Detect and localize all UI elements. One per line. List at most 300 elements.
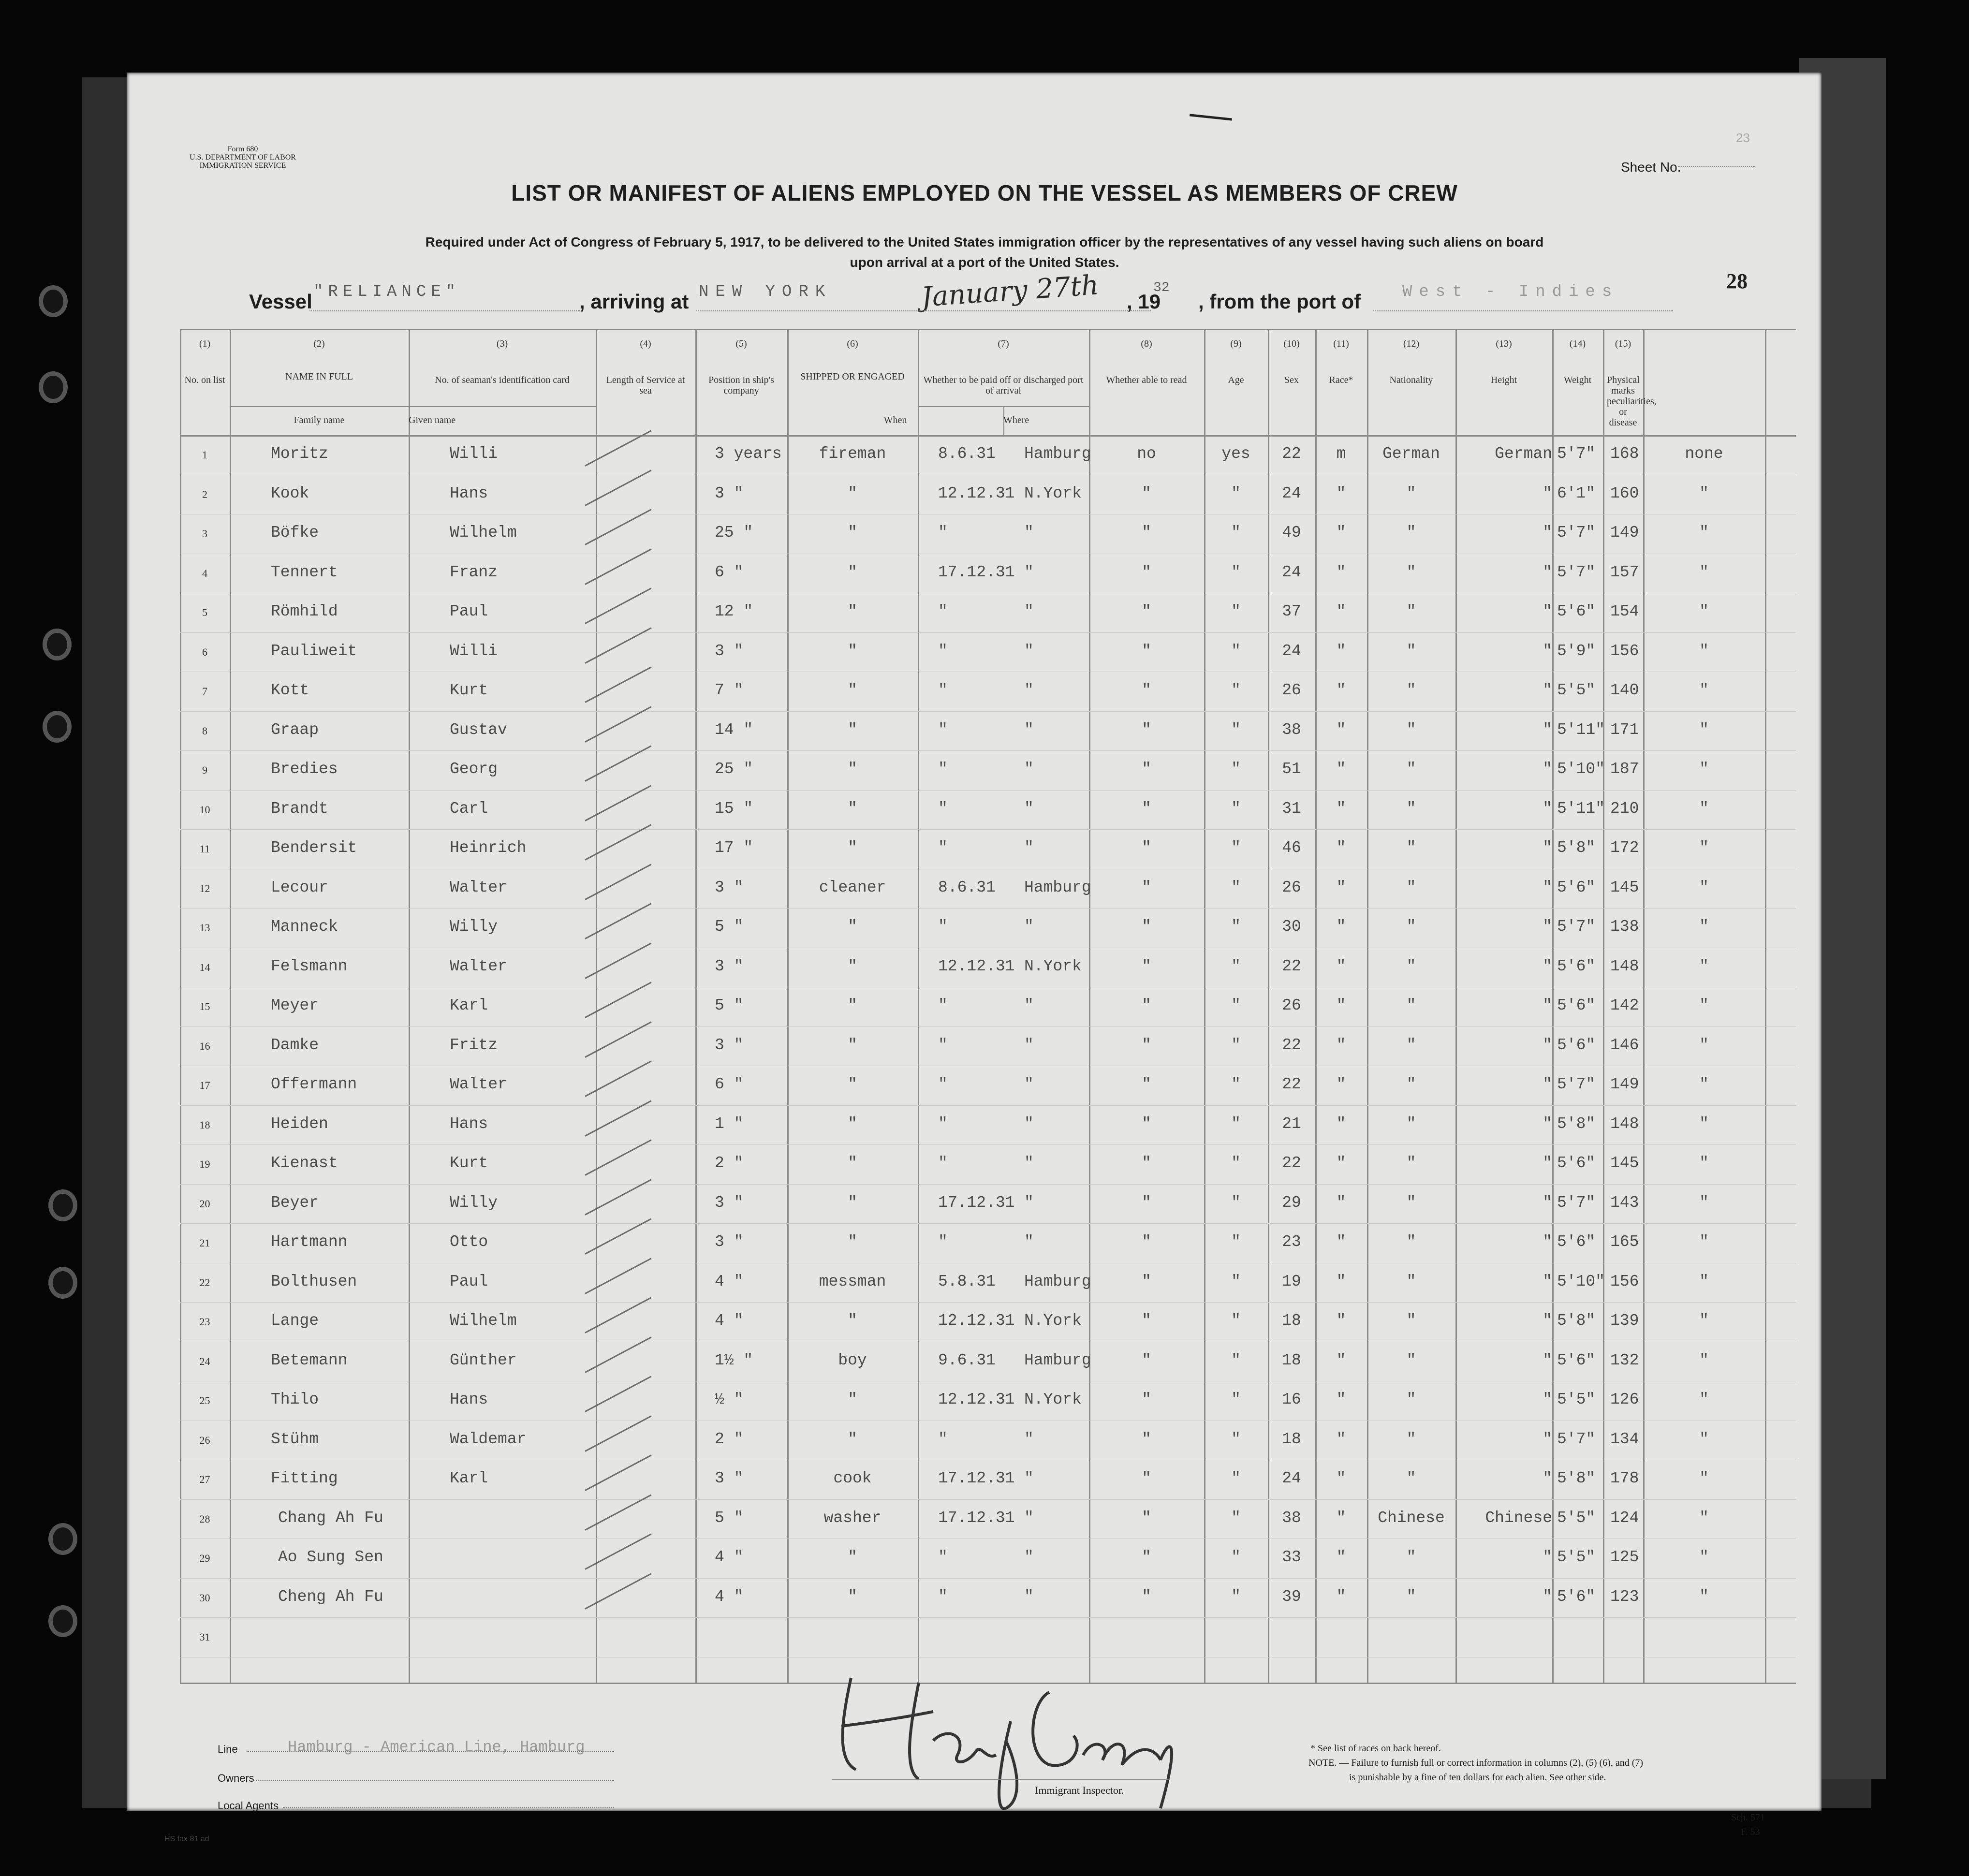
cell-nat: " (1543, 563, 1552, 581)
cell-paid: " (1142, 1587, 1151, 1606)
cell-given: Walter (450, 878, 507, 896)
id-card-slash-mark (585, 430, 651, 466)
cell-race: " (1406, 918, 1416, 936)
cell-read: " (1231, 1272, 1241, 1290)
cell-position: " (848, 839, 857, 857)
cell-paid: " (1142, 563, 1151, 581)
cell-given: Otto (450, 1233, 488, 1251)
cell-weight: 171 (1610, 720, 1639, 739)
cell-nat: " (1543, 1430, 1552, 1448)
cell-when: " (938, 1036, 948, 1054)
penalty-note-1: NOTE. — Failure to furnish full or correct information in columns (2), (5) (6), and (7) (1308, 1758, 1644, 1768)
cell-sex: " (1336, 1114, 1346, 1133)
cell-position: " (848, 1312, 857, 1330)
cell-sex: " (1336, 839, 1346, 857)
cell-marks: " (1699, 602, 1709, 620)
cell-age: 16 (1282, 1391, 1301, 1408)
cell-no: 21 (199, 1237, 210, 1249)
cell-sex: " (1336, 1233, 1346, 1251)
cell-family: Kott (271, 681, 309, 699)
cell-when: " (938, 760, 948, 778)
cell-read: " (1231, 1312, 1241, 1330)
cell-weight: 156 (1610, 642, 1639, 660)
cell-position: " (848, 997, 857, 1014)
cell-family: Betemann (271, 1351, 348, 1369)
cell-where: " (1024, 1036, 1034, 1054)
cell-sex: " (1336, 484, 1346, 502)
table-row (0, 1539, 1969, 1578)
cell-position: " (848, 681, 857, 699)
cell-where: " (1024, 997, 1034, 1014)
cell-weight: 157 (1610, 563, 1639, 581)
id-card-slash-mark (585, 1258, 651, 1294)
table-row (0, 1421, 1969, 1460)
cell-race: " (1406, 602, 1416, 620)
cell-where: " (1024, 602, 1034, 620)
cell-where: " (1024, 799, 1034, 818)
page-number: 28 (1726, 269, 1748, 293)
table-row (0, 1263, 1969, 1303)
cell-service: 7 " (715, 681, 744, 699)
cell-marks: " (1699, 1351, 1709, 1369)
cell-sex: " (1336, 720, 1346, 739)
cell-where: N.York (1024, 957, 1082, 975)
cell-service: 5 " (715, 997, 744, 1014)
cell-weight: 145 (1610, 1154, 1639, 1172)
cell-age: 51 (1282, 760, 1301, 778)
cell-read: " (1231, 1193, 1241, 1212)
arriving-line (696, 310, 919, 311)
cell-when: " (938, 602, 948, 620)
races-note: * See list of races on back hereof. (1310, 1743, 1441, 1754)
cell-position: " (848, 563, 857, 581)
cell-height: 5'7" (1557, 1430, 1596, 1448)
cell-age: 22 (1282, 1154, 1301, 1172)
id-card-slash-mark (585, 1060, 651, 1097)
cell-when: " (938, 524, 948, 542)
cell-sex: " (1336, 997, 1346, 1014)
cell-no: 30 (199, 1591, 210, 1604)
cell-where: " (1024, 1154, 1034, 1172)
cell-given: Fritz (450, 1036, 498, 1054)
cell-family: Fitting (271, 1469, 338, 1487)
id-card-slash-mark (585, 1100, 651, 1136)
cell-race: " (1406, 484, 1416, 502)
cell-service: 3 " (715, 1469, 744, 1487)
table-row (0, 1184, 1969, 1224)
id-card-slash-mark (585, 1179, 651, 1215)
id-card-slash-mark (585, 548, 651, 585)
cell-paid: " (1142, 839, 1151, 857)
cell-family: Thilo (271, 1391, 319, 1408)
cell-no: 8 (202, 724, 207, 737)
cell-family: Stühm (271, 1430, 319, 1448)
cell-position: " (848, 760, 857, 778)
cell-service: 3 " (715, 1193, 744, 1212)
form-number: Form 680 (227, 145, 258, 153)
cell-marks: " (1699, 1469, 1709, 1487)
cell-service: 6 " (715, 563, 744, 581)
cell-service: 2 " (715, 1430, 744, 1448)
id-card-slash-mark (585, 1454, 651, 1491)
cell-family: Cheng Ah Fu (278, 1587, 383, 1606)
cell-given: Paul (450, 1272, 488, 1290)
cell-service: 5 " (715, 918, 744, 936)
cell-when: " (938, 918, 948, 936)
cell-read: " (1231, 720, 1241, 739)
cell-race: " (1406, 1154, 1416, 1172)
cell-where: " (1024, 720, 1034, 739)
cell-height: 5'11" (1557, 799, 1605, 818)
cell-age: 24 (1282, 563, 1301, 581)
cell-nat: " (1543, 524, 1552, 542)
cell-paid: " (1142, 1548, 1151, 1566)
cell-marks: " (1699, 1548, 1709, 1566)
cell-sex: " (1336, 918, 1346, 936)
cell-service: 3 " (715, 878, 744, 896)
line-label: Line (218, 1743, 238, 1755)
cell-when: " (938, 1430, 948, 1448)
arriving-port: NEW YORK (699, 283, 832, 301)
cell-marks: " (1699, 720, 1709, 739)
cell-sex: " (1336, 1509, 1346, 1527)
cell-height: 5'5" (1557, 1509, 1596, 1527)
cell-when: 17.12.31 (938, 1469, 1015, 1487)
cell-age: 22 (1282, 957, 1301, 975)
cell-no: 12 (199, 882, 210, 894)
cell-family: Chang Ah Fu (278, 1509, 383, 1527)
cell-nat: " (1543, 957, 1552, 975)
cell-service: 25 " (715, 524, 753, 542)
cell-race: German (1382, 445, 1440, 463)
cell-height: 5'7" (1557, 563, 1596, 581)
cell-read: " (1231, 1469, 1241, 1487)
cell-where: " (1024, 1114, 1034, 1133)
cell-age: 22 (1282, 1036, 1301, 1054)
cell-given: Willi (450, 445, 498, 463)
cell-family: Moritz (271, 445, 328, 463)
f-number: F. 53 (1741, 1827, 1760, 1837)
cell-when: 12.12.31 (938, 1391, 1015, 1408)
cell-nat: " (1543, 1193, 1552, 1212)
cell-sex: " (1336, 878, 1346, 896)
cell-nat: " (1543, 484, 1552, 502)
cell-no: 3 (202, 528, 207, 540)
cell-age: 18 (1282, 1351, 1301, 1369)
cell-position: " (848, 1391, 857, 1408)
cell-height: 5'5" (1557, 1548, 1596, 1566)
cell-age: 19 (1282, 1272, 1301, 1290)
id-card-slash-mark (585, 982, 651, 1018)
cell-marks: " (1699, 1075, 1709, 1093)
cell-where: " (1024, 642, 1034, 660)
cell-nat: " (1543, 681, 1552, 699)
cell-family: Manneck (271, 918, 338, 936)
cell-age: 38 (1282, 1509, 1301, 1527)
id-card-slash-mark (585, 1218, 651, 1254)
punch-hole (39, 285, 68, 317)
cell-sex: " (1336, 1391, 1346, 1408)
cell-no: 5 (202, 606, 207, 618)
cell-race: " (1406, 1075, 1416, 1093)
cell-when: " (938, 799, 948, 818)
column-header: Physical marks peculiarities, or disease (1607, 375, 1657, 428)
cell-paid: " (1142, 720, 1151, 739)
id-card-slash-mark (585, 469, 651, 506)
cell-age: 39 (1282, 1587, 1301, 1606)
cell-nat: " (1543, 1587, 1552, 1606)
cell-read: " (1231, 997, 1241, 1014)
cell-marks: " (1699, 642, 1709, 660)
cell-given: Wilhelm (450, 524, 517, 542)
cell-position: " (848, 957, 857, 975)
table-row (0, 1066, 1969, 1105)
from-port-label: , from the port of (1198, 290, 1361, 313)
cell-read: " (1231, 1075, 1241, 1093)
cell-paid: " (1142, 878, 1151, 896)
cell-nat: " (1543, 918, 1552, 936)
cell-where: N.York (1024, 1391, 1082, 1408)
cell-no: 22 (199, 1276, 210, 1289)
column-header: Whether able to read (1106, 375, 1187, 385)
cell-paid: " (1142, 1430, 1151, 1448)
cell-height: 5'6" (1557, 1351, 1596, 1369)
row-rule (180, 329, 1796, 330)
cell-when: " (938, 997, 948, 1014)
cell-when: " (938, 1548, 948, 1566)
cell-where: N.York (1024, 1312, 1082, 1330)
cell-given: Gustav (450, 720, 507, 739)
cell-marks: " (1699, 1509, 1709, 1527)
cell-race: " (1406, 957, 1416, 975)
cell-sex: " (1336, 799, 1346, 818)
cell-read: " (1231, 524, 1241, 542)
cell-height: 5'6" (1557, 602, 1596, 620)
cell-nat: " (1543, 1391, 1552, 1408)
cell-height: 5'6" (1557, 1233, 1596, 1251)
cell-marks: none (1685, 445, 1723, 463)
cell-weight: 125 (1610, 1548, 1639, 1566)
id-card-slash-mark (585, 1336, 651, 1373)
cell-height: 5'8" (1557, 1312, 1596, 1330)
cell-service: 3 " (715, 1036, 744, 1054)
cell-no: 11 (199, 843, 210, 855)
id-card-slash-mark (585, 1297, 651, 1333)
cell-given: Wilhelm (450, 1312, 517, 1330)
cell-height: 5'8" (1557, 839, 1596, 857)
from-port: West - Indies (1402, 283, 1619, 301)
cell-family: Lecour (271, 878, 328, 896)
cell-paid: " (1142, 681, 1151, 699)
cell-weight: 148 (1610, 957, 1639, 975)
cell-paid: " (1142, 1391, 1151, 1408)
cell-service: 3 " (715, 642, 744, 660)
table-row (0, 435, 1969, 475)
cell-position: " (848, 1548, 857, 1566)
column-number: (3) (496, 338, 508, 349)
id-card-slash-mark (585, 903, 651, 939)
cell-when: " (938, 839, 948, 857)
cell-age: 24 (1282, 642, 1301, 660)
cell-when: 9.6.31 (938, 1351, 996, 1369)
cell-paid: " (1142, 1469, 1151, 1487)
cell-paid: " (1142, 642, 1151, 660)
cell-read: " (1231, 918, 1241, 936)
cell-age: 31 (1282, 799, 1301, 818)
cell-read: " (1231, 1548, 1241, 1566)
cell-nat: " (1543, 760, 1552, 778)
cell-position: cleaner (819, 878, 886, 896)
id-card-slash-mark (585, 1021, 651, 1057)
owners-rule (256, 1780, 614, 1781)
cell-race: " (1406, 1469, 1416, 1487)
cell-where: " (1024, 1587, 1034, 1606)
cell-when: 17.12.31 (938, 1509, 1015, 1527)
cell-service: 3 years (715, 445, 782, 463)
cell-race: " (1406, 681, 1416, 699)
cell-family: Brandt (271, 799, 328, 818)
cell-race: " (1406, 642, 1416, 660)
cell-family: Damke (271, 1036, 319, 1054)
cell-weight: 165 (1610, 1233, 1639, 1251)
column-header: Nationality (1389, 375, 1433, 385)
cell-marks: " (1699, 957, 1709, 975)
id-card-slash-mark (585, 509, 651, 545)
cell-given: Walter (450, 1075, 507, 1093)
cell-marks: " (1699, 563, 1709, 581)
cell-weight: 138 (1610, 918, 1639, 936)
cell-weight: 140 (1610, 681, 1639, 699)
cell-family: Kook (271, 484, 309, 502)
cell-service: 12 " (715, 602, 753, 620)
cell-weight: 172 (1610, 839, 1639, 857)
cell-paid: " (1142, 524, 1151, 542)
cell-age: 22 (1282, 445, 1301, 463)
cell-read: " (1231, 839, 1241, 857)
cell-family: Pauliweit (271, 642, 357, 660)
cell-sex: " (1336, 1587, 1346, 1606)
cell-race: " (1406, 1233, 1416, 1251)
cell-race: " (1406, 839, 1416, 857)
cell-no: 7 (202, 685, 207, 697)
cell-paid: " (1142, 602, 1151, 620)
cell-race: " (1406, 1193, 1416, 1212)
column-header: Weight (1563, 375, 1592, 385)
column-header: Sex (1284, 375, 1299, 385)
cell-position: boy (838, 1351, 867, 1369)
cell-position: " (848, 484, 857, 502)
cell-nat: " (1543, 1075, 1552, 1093)
cell-sex: " (1336, 1430, 1346, 1448)
cell-given: Kurt (450, 1154, 488, 1172)
cell-nat: " (1543, 1351, 1552, 1369)
cell-family: Offermann (271, 1075, 357, 1093)
column-header: NAME IN FULL (285, 371, 353, 382)
cell-read: " (1231, 642, 1241, 660)
year-label: , 19 (1127, 290, 1161, 313)
table-row (0, 1499, 1969, 1539)
bottom-left-code: HS fax 81 ad (164, 1835, 209, 1843)
id-card-slash-mark (585, 864, 651, 900)
cell-read: " (1231, 563, 1241, 581)
cell-read: " (1231, 484, 1241, 502)
penalty-note-2: is punishable by a fine of ten dollars for each alien. See other side. (1349, 1772, 1606, 1783)
cell-nat: Chinese (1485, 1509, 1552, 1527)
cell-read: " (1231, 1587, 1241, 1606)
cell-nat: " (1543, 799, 1552, 818)
cell-weight: 124 (1610, 1509, 1639, 1527)
table-row (0, 1223, 1969, 1263)
cell-position: washer (823, 1509, 882, 1527)
cell-when: 17.12.31 (938, 1193, 1015, 1212)
from-line (1373, 310, 1673, 311)
cell-read: " (1231, 1351, 1241, 1369)
cell-service: 14 " (715, 720, 753, 739)
column-subheader: Where (1003, 415, 1029, 425)
cell-age: 23 (1282, 1233, 1301, 1251)
cell-paid: " (1142, 1272, 1151, 1290)
cell-weight: 145 (1610, 878, 1639, 896)
punch-hole (39, 371, 68, 403)
cell-weight: 139 (1610, 1312, 1639, 1330)
column-number: (6) (847, 338, 858, 349)
cell-where: " (1024, 839, 1034, 857)
table-row (0, 869, 1969, 909)
cell-no: 1 (202, 449, 207, 461)
cell-read: " (1231, 1114, 1241, 1133)
cell-read: " (1231, 957, 1241, 975)
cell-no: 10 (199, 803, 210, 816)
table-row (0, 593, 1969, 632)
cell-when: 5.8.31 (938, 1272, 996, 1290)
owners-label: Owners (218, 1772, 254, 1784)
table-row (0, 790, 1969, 830)
cell-family: Hartmann (271, 1233, 348, 1251)
cell-service: 1½ " (715, 1351, 753, 1369)
cell-nat: " (1543, 1036, 1552, 1054)
column-header: Race* (1329, 375, 1353, 385)
cell-service: 4 " (715, 1548, 744, 1566)
cell-position: " (848, 799, 857, 818)
cell-weight: 149 (1610, 1075, 1639, 1093)
cell-weight: 148 (1610, 1114, 1639, 1133)
cell-sex: m (1336, 445, 1346, 463)
cell-nat: " (1543, 839, 1552, 857)
cell-marks: " (1699, 799, 1709, 818)
table-row (0, 948, 1969, 987)
cell-service: ½ " (715, 1391, 744, 1408)
id-card-slash-mark (585, 587, 651, 624)
cell-where: Hamburg (1024, 1272, 1091, 1290)
cell-given: Waldemar (450, 1430, 527, 1448)
cell-height: 6'1" (1557, 484, 1596, 502)
cell-given: Günther (450, 1351, 517, 1369)
cell-sex: " (1336, 1351, 1346, 1369)
cell-read: " (1231, 799, 1241, 818)
sheet-number: 23 (1736, 131, 1750, 145)
date-line (919, 310, 1151, 311)
cell-paid: " (1142, 1351, 1151, 1369)
cell-read: " (1231, 1036, 1241, 1054)
cell-weight: 149 (1610, 524, 1639, 542)
cell-where: " (1024, 1430, 1034, 1448)
year-value: 32 (1153, 280, 1170, 295)
cell-marks: " (1699, 1587, 1709, 1606)
cell-given: Hans (450, 1114, 488, 1133)
cell-where: " (1024, 681, 1034, 699)
cell-sex: " (1336, 957, 1346, 975)
cell-marks: " (1699, 760, 1709, 778)
